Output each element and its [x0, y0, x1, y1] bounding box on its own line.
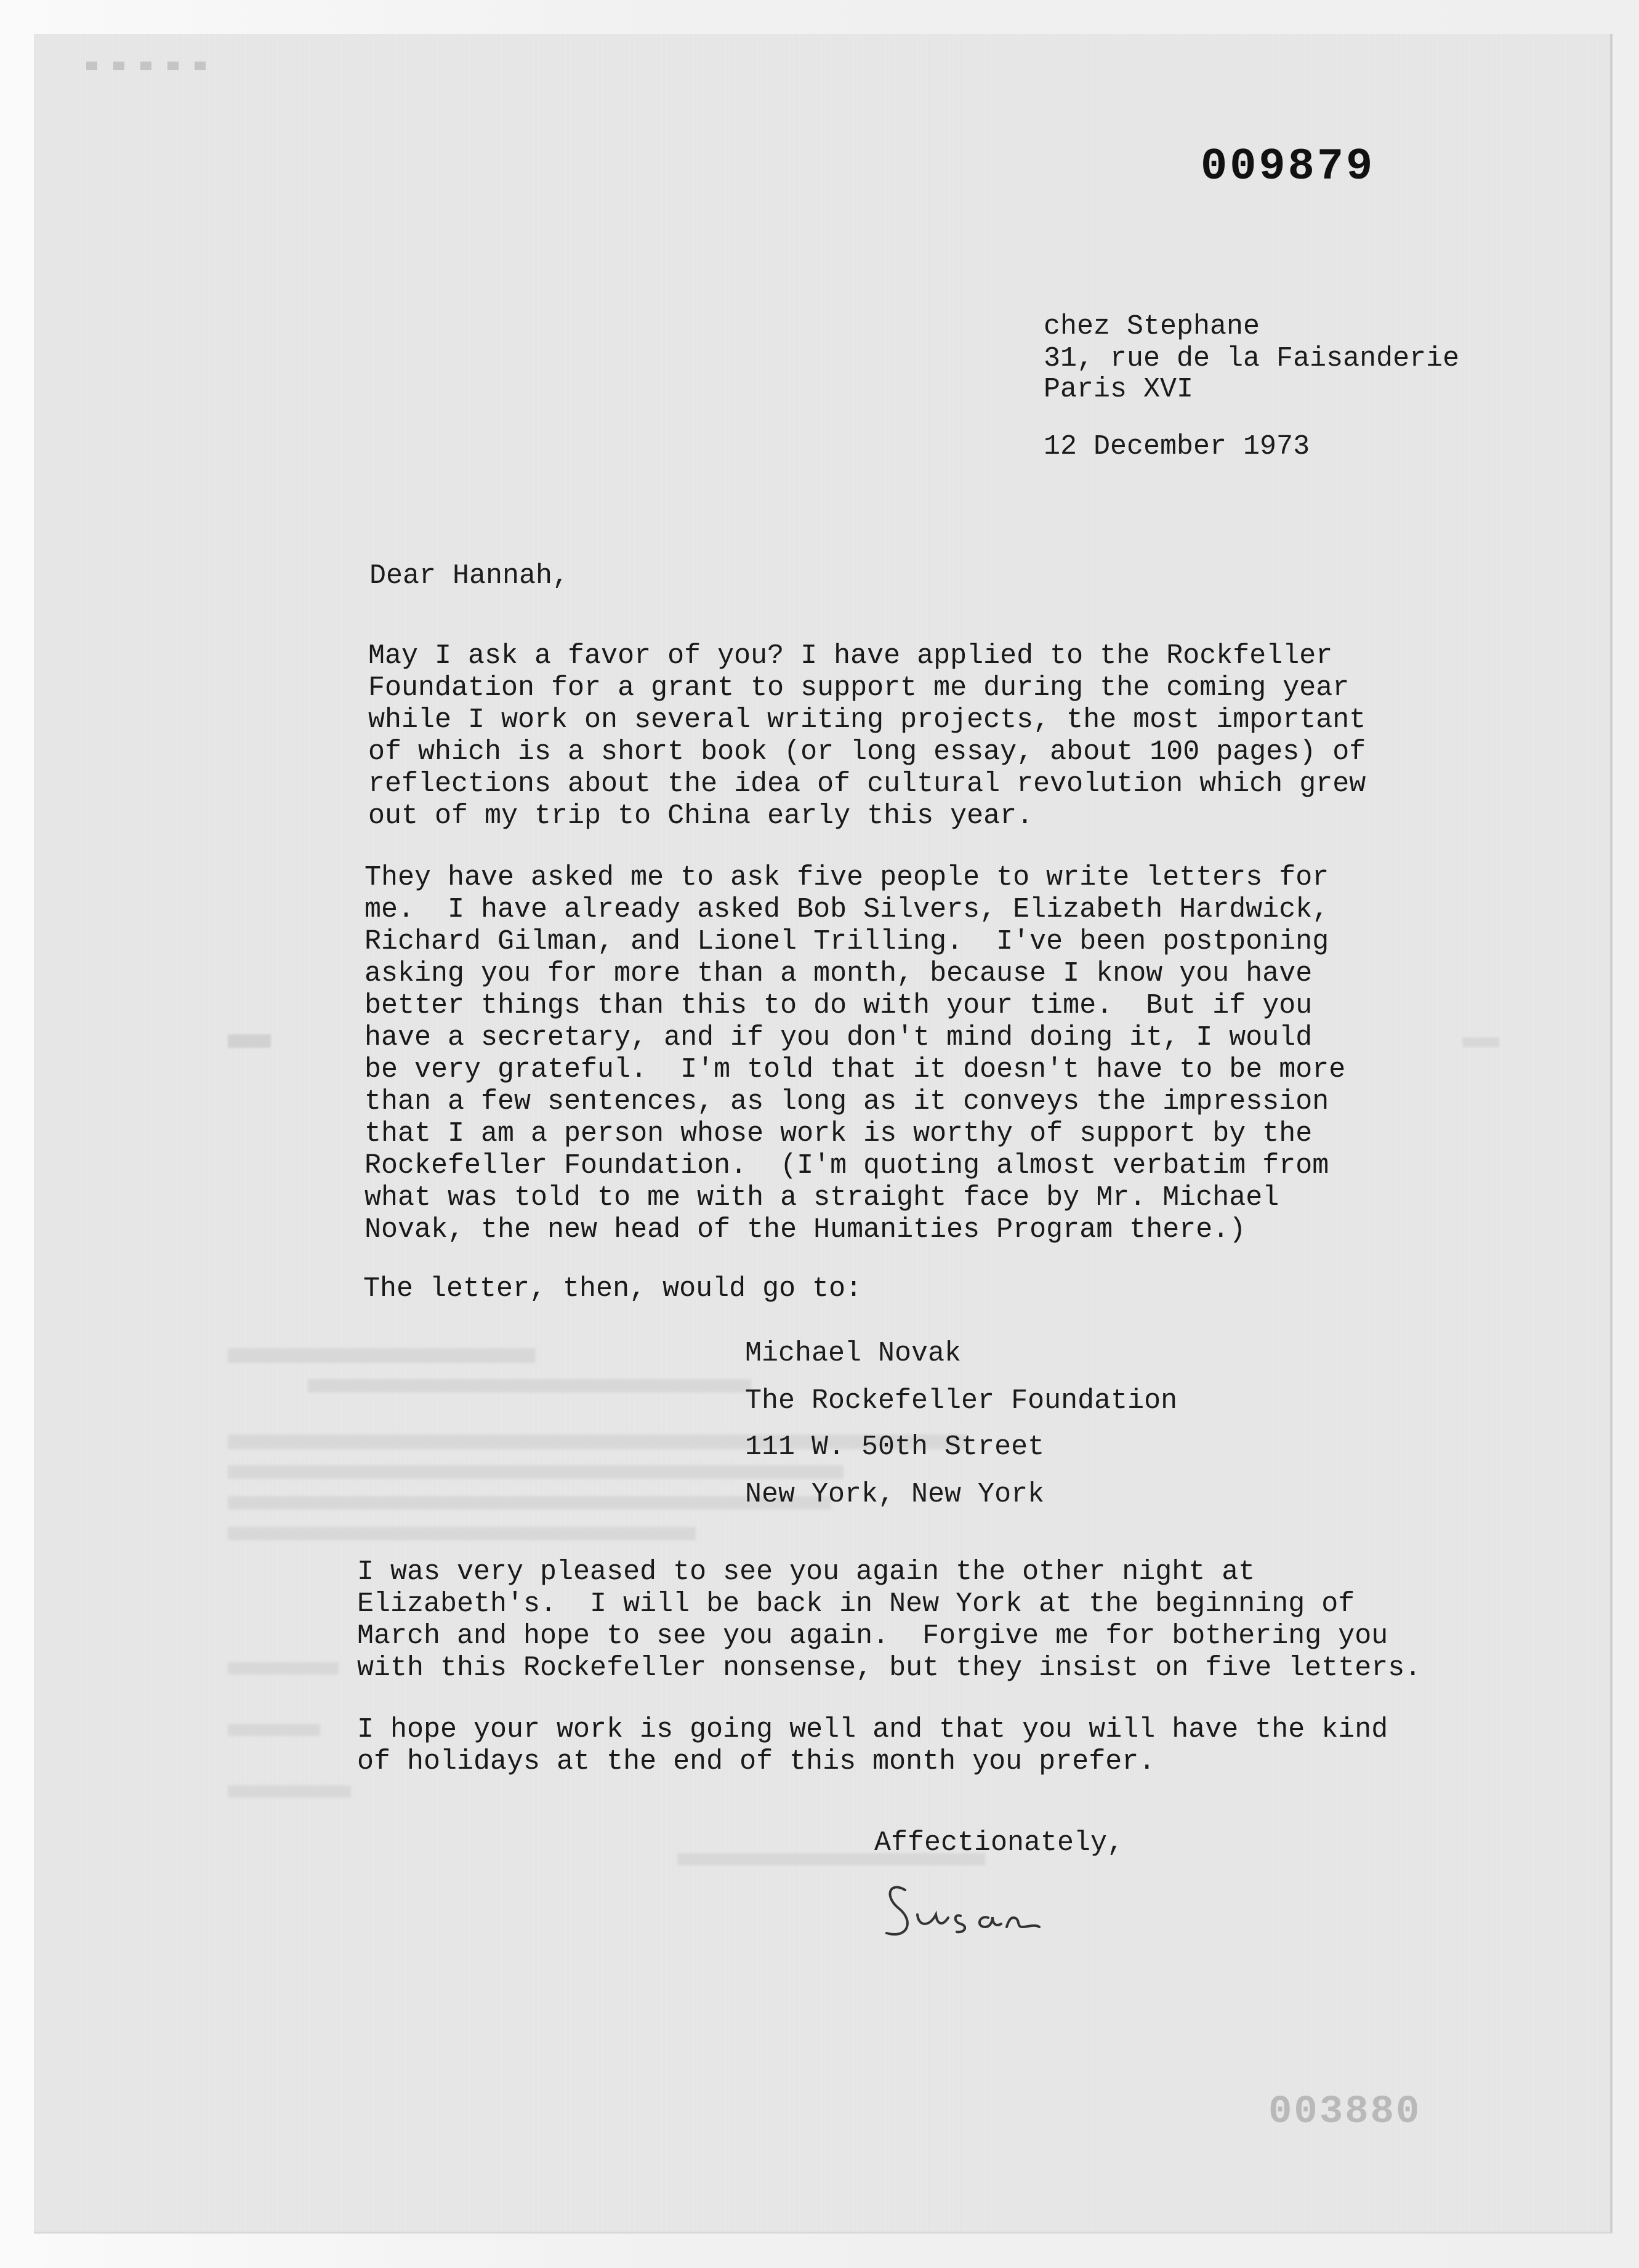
- bleed-through: [228, 1348, 536, 1363]
- body-paragraph: The letter, then, would go to:: [363, 1273, 863, 1305]
- sender-address-line: 31, rue de la Faisanderie: [1044, 343, 1460, 374]
- bleed-through: [228, 1724, 320, 1736]
- body-paragraph: I was very pleased to see you again the other night at Elizabeth's. I will be back in New York at the beginning of March and hope to see you again. Forgive me for bothering you with this Rockefeller nonsense, but they insist on five letters.: [357, 1556, 1422, 1684]
- recipient-line: 111 W. 50th Street: [745, 1431, 1045, 1463]
- recipient-line: New York, New York: [745, 1479, 1045, 1510]
- body-paragraph: They have asked me to ask five people to write letters for me. I have already asked Bob Silvers, Elizabeth Hardwick, Richard Gilman, and Lionel Trilling. I've been postponing asking you for more than a month, because I know you have better things than this to do with your time. But if you have a secretary, and if you don't mind doing it, I would be very grateful. I'm told that it doesn't have to be more than a few sentences, as long as it conveys the impression that I am a person whose work is worthy of support by the Rockefeller Foundation. (I'm quoting almost verbatim from what was told to me with a straight face by Mr. Michael Novak, the new head of the Humanities Program there.): [364, 862, 1346, 1245]
- recipient-line: Michael Novak: [745, 1338, 962, 1369]
- document-id-bottom: 003880: [1268, 2090, 1422, 2134]
- margin-mark: [1462, 1037, 1499, 1047]
- bleed-through: [308, 1379, 751, 1393]
- bleed-through: [228, 1662, 339, 1675]
- closing: Affectionately,: [874, 1827, 1124, 1859]
- sender-address-line: chez Stephane: [1044, 311, 1260, 342]
- edge-mark: [86, 62, 209, 70]
- signature: [880, 1865, 1090, 1964]
- letter-date: 12 December 1973: [1044, 431, 1310, 462]
- recipient-line: The Rockefeller Foundation: [745, 1385, 1178, 1417]
- bleed-through: [228, 1527, 696, 1540]
- salutation: Dear Hannah,: [369, 560, 570, 592]
- bleed-through: [228, 1785, 351, 1798]
- document-id-top: 009879: [1201, 142, 1375, 192]
- sender-address-line: Paris XVI: [1044, 374, 1194, 405]
- body-paragraph: I hope your work is going well and that you will have the kind of holidays at the end of this month you prefer.: [357, 1714, 1388, 1777]
- bleed-through: [228, 1496, 831, 1510]
- margin-mark: [228, 1034, 271, 1048]
- body-paragraph: May I ask a favor of you? I have applied to the Rockfeller Foundation for a grant to support me during the coming year while I work on several writing projects, the most important of which is a short book (or long essay, about 100 pages) of reflections about the idea of cultural revolution which grew out of my trip to China early this year.: [368, 640, 1366, 832]
- bleed-through: [228, 1465, 844, 1479]
